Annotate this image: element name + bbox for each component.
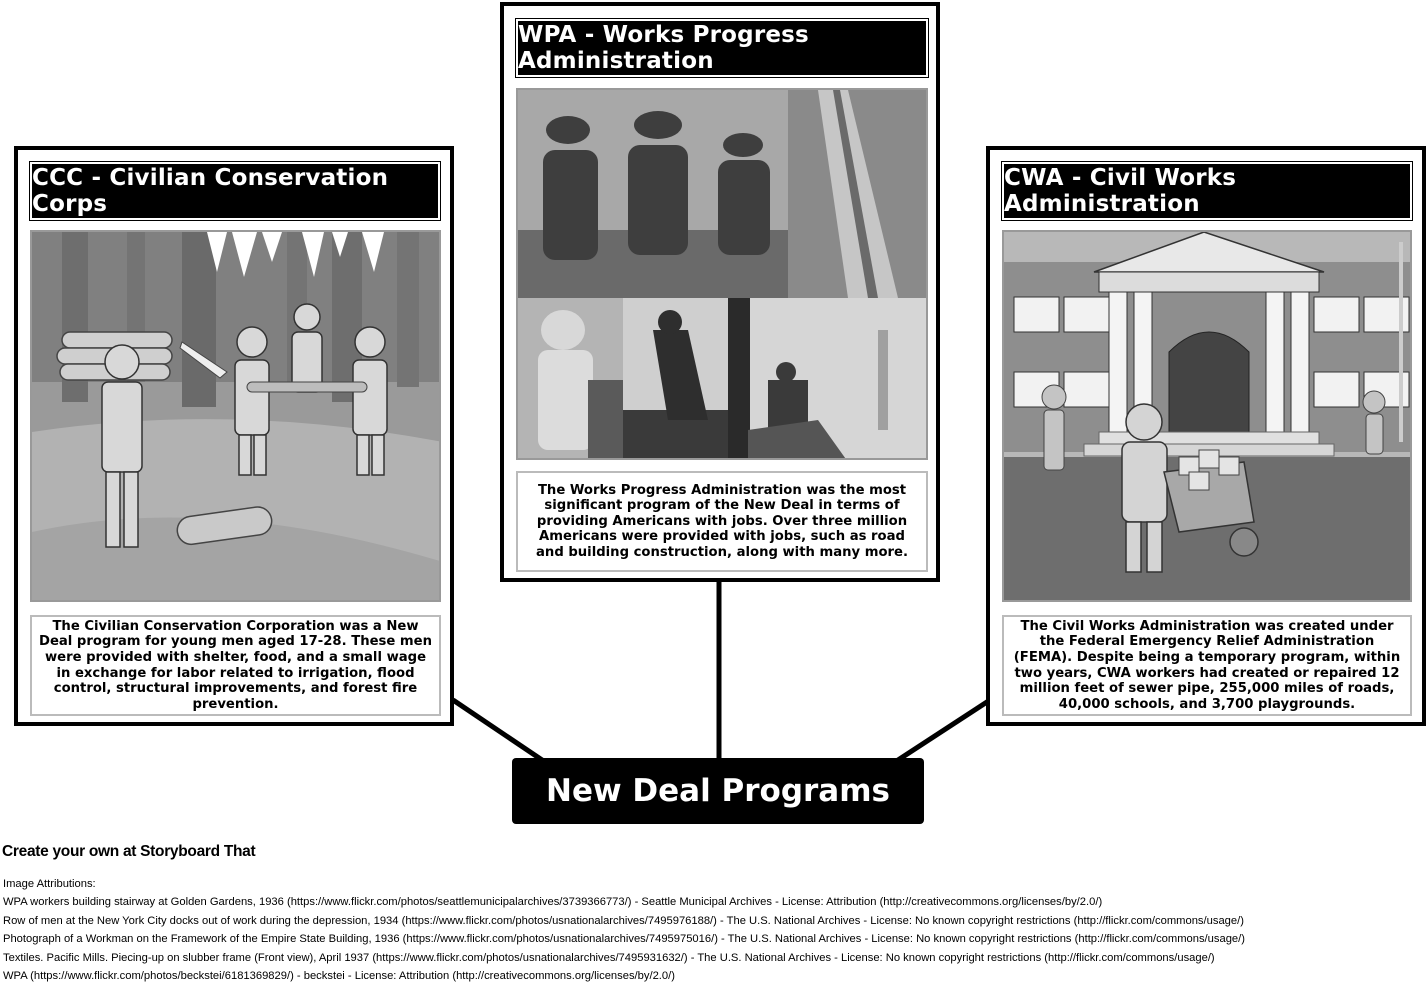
attribution-line: WPA workers building stairway at Golden Gardens, 1936 (https://www.flickr.com/photos/seattlemunicipalarchives/3739366773/) - Seattle Municipal Archives - License: Attribution (http://creativecommons.org/licenses/by/2.0/) bbox=[3, 896, 1103, 908]
wpa-title: WPA - Works Progress Administration bbox=[516, 19, 928, 77]
attribution-line: Textiles. Pacific Mills. Piecing-up on slubber frame (Front view), April 1937 (https://www.flickr.com/photos/usnationalarchives/7495931632/) - The U.S. National Archives - License: No known copyright restrictions (http://flickr.com/commons/usage/) bbox=[3, 952, 1215, 964]
attribution-line: Photograph of a Workman on the Framework of the Empire State Building, 1936 (https://www.flickr.com/photos/usnationalarchives/7495975016/) - The U.S. National Archives - License: No known copyright restrictions (http://flickr.com/commons/usage/) bbox=[3, 933, 1245, 945]
wpa-photo-collage bbox=[516, 88, 928, 460]
attribution-line: WPA (https://www.flickr.com/photos/beckstei/6181369829/) - beckstei - License: Attribution (http://creativecommons.org/licenses/by/2.0/) bbox=[3, 970, 675, 982]
cwa-title: CWA - Civil Works Administration bbox=[1002, 162, 1412, 220]
wpa-panel bbox=[500, 2, 940, 582]
ccc-panel bbox=[14, 146, 454, 726]
attributions-heading: Image Attributions: bbox=[3, 878, 96, 890]
cwa-panel bbox=[986, 146, 1426, 726]
ccc-description: The Civilian Conservation Corporation was a New Deal program for young men aged 17-28. These men were provided with shelter, food, and a small wage in exchange for labor related to irrigation, flood control, structural improvements, and forest fire prevention. bbox=[30, 615, 441, 716]
cwa-school-illustration bbox=[1002, 230, 1412, 602]
storyboard-cta-link[interactable]: Create your own at Storyboard That bbox=[2, 843, 256, 860]
ccc-title: CCC - Civilian Conservation Corps bbox=[30, 162, 440, 220]
cwa-description: The Civil Works Administration was created under the Federal Emergency Relief Administration (FEMA). Despite being a temporary program, within two years, CWA workers had created or repaired 12 million feet of sewer pipe, 255,000 miles of roads, 40,000 schools, and 3,700 playgrounds. bbox=[1002, 615, 1412, 716]
wpa-description: The Works Progress Administration was the most significant program of the New Deal in terms of providing Americans with jobs. Over three million Americans were provided with jobs, such as road and building construction, along with many more. bbox=[516, 471, 928, 572]
attribution-line: Row of men at the New York City docks out of work during the depression, 1934 (https://www.flickr.com/photos/usnationalarchives/7495976188/) - The U.S. National Archives - License: No known copyright restrictions (http://flickr.com/commons/usage/) bbox=[3, 915, 1244, 927]
center-title: New Deal Programs bbox=[512, 758, 924, 824]
ccc-forest-illustration bbox=[30, 230, 441, 602]
